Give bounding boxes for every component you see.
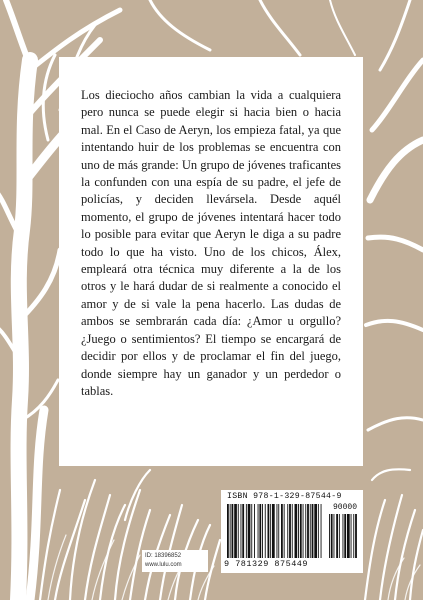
price-code: 90000 <box>333 503 358 512</box>
barcode-box <box>221 490 363 573</box>
synopsis-text: Los dieciocho años cambian la vida a cualquiera pero nunca se puede elegir si hacia bien o hacia mal. En el Caso de Aeryn, los empieza fatal, ya que intentando huir de los problemas se encuentra con uno de más grande: Un grupo de jóvenes traficantes la confunden con una espía de su padre, el jefe de policías, y deciden llevársela. Desde aquél momento, el grupo de jóvenes intentará hacer todo lo posible para evitar que Aeryn le diga a su padre todo lo que ha visto. Uno de los chicos, Álex, empleará otra técnica muy diferente a la de los otros y le hará dudar de si realmente a conocido el amor y de si vale la pena hacerlo. Las dudas de ambos se sembrarán cada día: ¿Amor u orgullo? ¿Juego o sentimientos? El tiempo se encargará de decidir por ellos y de proclamar el fin del juego, donde siempre hay un ganador y un perdedor o tablas. <box>81 88 341 398</box>
isbn-digits: 9 781329 875449 <box>224 559 309 569</box>
publisher-url: www.lulu.com <box>145 561 182 568</box>
publisher-id: ID: 18396852 <box>145 553 182 559</box>
isbn-label: ISBN 978-1-329-87544-9 <box>227 492 342 501</box>
barcode-bars <box>225 502 359 560</box>
synopsis-panel <box>59 57 363 466</box>
publisher-info <box>142 550 208 572</box>
